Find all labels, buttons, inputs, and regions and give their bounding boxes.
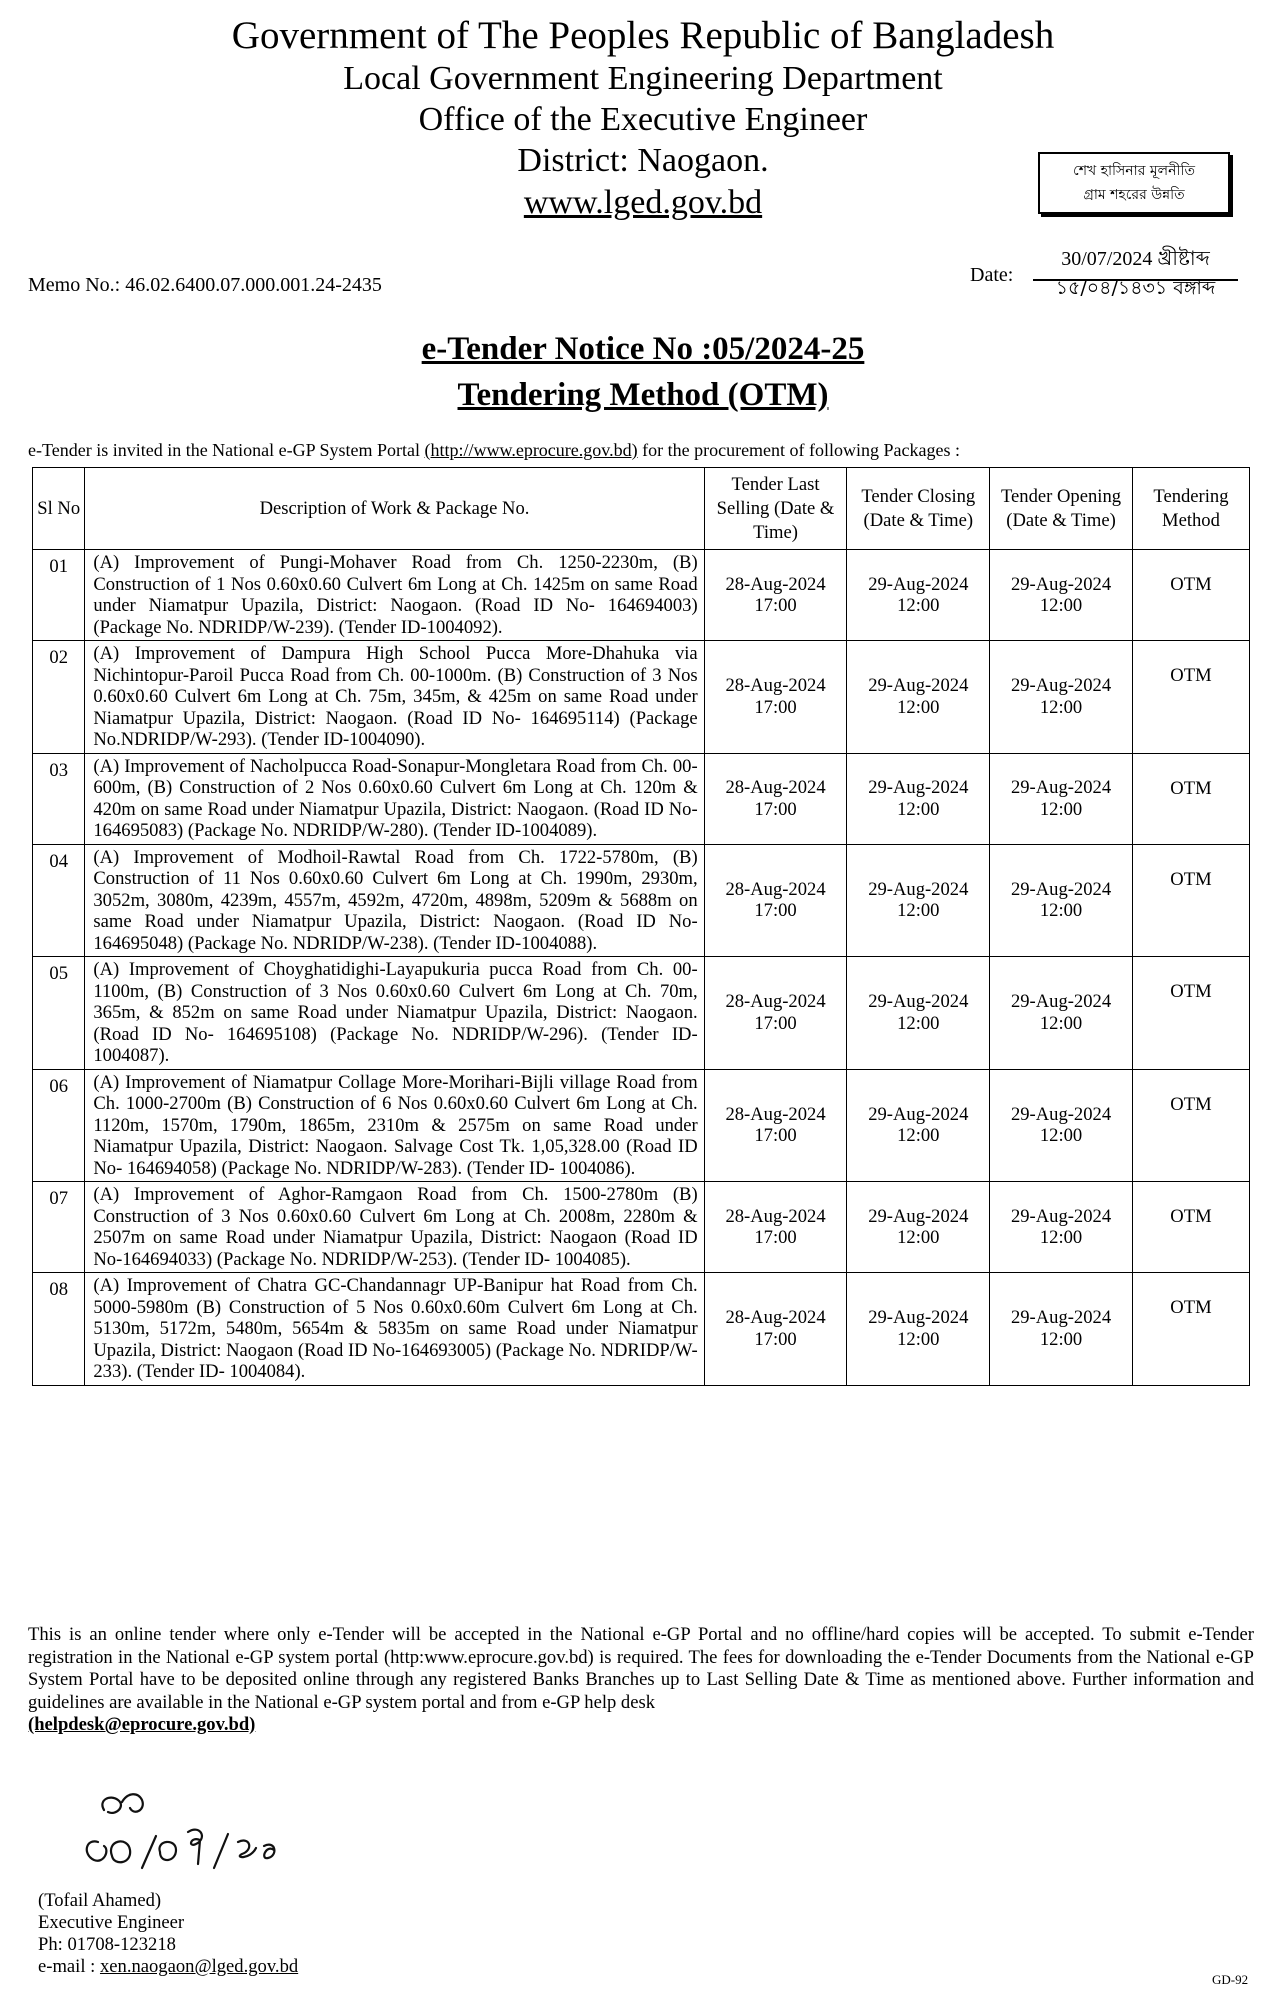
cell-selling-sell-date: 28-Aug-2024 [725,991,826,1013]
cell-selling-sell-date: 28-Aug-2024 [725,573,826,595]
cell-opening [990,957,1133,1070]
website-link[interactable]: www.lged.gov.bd [523,184,763,221]
cell-opening [990,753,1133,844]
cell-selling-sell-date: 28-Aug-2024 [725,1103,826,1125]
date-gregorian: 30/07/2024 খ্রীষ্টাব্দ [1033,244,1238,281]
cell-method [1132,1182,1249,1273]
cell-closing-close-date: 29-Aug-2024 [868,777,969,798]
cell-selling [704,550,847,641]
cell-opening-open-time: 12:00 [1039,1125,1083,1147]
cell-method-method: OTM [1170,1206,1212,1227]
cell-closing [847,1182,990,1273]
cell-opening-open-date: 29-Aug-2024 [1010,1205,1112,1227]
cell-selling-sell-time: 17:00 [754,1328,797,1350]
table-row [33,844,1250,957]
cell-method-method: OTM [1170,665,1212,686]
closing-paragraph [28,1624,1254,1737]
cell-description-desc: (A) Improvement of Choyghatidighi-Layapukuria pucca Road from Ch. 00-1100m, (B) Construction of 3 Nos 0.60x0.60 Culvert 6m Long at Ch. 70m, 365m, & 852m on same Road under Niamatpur Upazila, District: Naogaon. (Road ID No- 164695108) (Package No. NDRIDP/W-296). (Tender ID- 1004087). [93,959,698,1066]
table-row [33,1273,1250,1386]
cell-method-method: OTM [1170,1093,1212,1115]
cell-selling-sell-time: 17:00 [754,696,797,718]
form-code: GD-92 [1212,1972,1249,1987]
department-name: Local Government Engineering Department [343,60,943,97]
cell-method-method: OTM [1170,777,1212,799]
cell-description-desc: (A) Improvement of Chatra GC-Chandannagr UP-Banipur hat Road from Ch. 5000-5980m (B) Construction of 5 Nos 0.60x0.60m Culvert 6m Long at Ch. 5130m, 5172m, 5480m, 5654m & 5835m on same Road under Niamatpur Upazila, District: Naogaon (Road ID No-164693005) (Package No. NDRIDP/W-233). (Tender ID- 1004084). [93,1275,698,1382]
district-name: District: Naogaon. [517,142,769,179]
cell-sl-sl: 06 [49,1075,68,1097]
cell-opening-open-time: 12:00 [1039,900,1083,922]
cell-selling-sell-time: 17:00 [754,1125,797,1147]
cell-selling [704,844,847,957]
intro-before: e-Tender is invited in the National e-GP System Portal [28,440,425,460]
officer-email[interactable]: xen.naogaon@lged.gov.bd [99,1956,299,1977]
cell-closing [847,1069,990,1182]
cell-selling [704,957,847,1070]
cell-method [1132,1273,1249,1386]
cell-description-desc: (A) Improvement of Pungi-Mohaver Road from Ch. 1250-2230m, (B) Construction of 1 Nos 0.60x0.60 Culvert 6m Long at Ch. 1425m on same Road under Niamatpur Upazila, District: Naogaon. (Road ID No- 164694003) (Package No. NDRIDP/W-239). (Tender ID-1004092). [93,552,698,638]
notice-number: e-Tender Notice No :05/2024-25 [421,331,865,367]
cell-selling [704,753,847,844]
cell-closing-close-date: 29-Aug-2024 [868,1103,969,1125]
cell-closing-close-date: 29-Aug-2024 [868,991,969,1013]
cell-opening-open-date: 29-Aug-2024 [1010,777,1112,798]
cell-method-method: OTM [1170,981,1212,1002]
date-block [970,244,1250,299]
cell-closing-close-date: 29-Aug-2024 [868,1307,969,1329]
slogan-box [1038,152,1230,214]
cell-closing-close-date: 29-Aug-2024 [868,878,969,900]
cell-selling-sell-time: 17:00 [754,1227,797,1248]
officer-phone: Ph: 01708-123218 [38,1934,176,1955]
slogan-line-1: শেখ হাসিনার মূলনীতি [1073,163,1195,179]
cell-description [85,844,704,957]
cell-opening-open-date: 29-Aug-2024 [1010,675,1112,697]
cell-sl-sl: 08 [49,1279,68,1300]
cell-closing-close-time: 12:00 [897,1125,940,1147]
cell-selling-sell-time: 17:00 [754,1012,797,1034]
cell-description-desc: (A) Improvement of Nacholpucca Road-Sonapur-Mongletara Road from Ch. 00-600m, (B) Construction of 2 Nos 0.60x0.60 Culvert 6m Long at Ch. 120m & 420m on same Road under Niamatpur Upazila, District: Naogaon. (Road ID No- 164695083) (Package No. NDRIDP/W-280). (Tender ID-1004089). [93,755,698,841]
table-row [33,550,1250,641]
cell-closing-close-time: 12:00 [897,1227,940,1248]
intro-text [28,440,960,461]
helpdesk-email[interactable]: (helpdesk@eprocure.gov.bd) [28,1714,256,1735]
cell-selling [704,1182,847,1273]
table-header-row [33,468,1250,550]
cell-selling-sell-time: 17:00 [754,900,797,922]
cell-opening-open-date: 29-Aug-2024 [1010,878,1112,900]
cell-opening [990,1273,1133,1386]
cell-description-desc: (A) Improvement of Aghor-Ramgaon Road from Ch. 1500-2780m (B) Construction of 3 Nos 0.60x0.60 Culvert 6m Long at Ch. 2008m, 2280m & 2507m on same Road under Niamatpur Upazila, District: Naogaon (Road ID No-164694033) (Package No. NDRIDP/W-253). (Tender ID- 1004085). [93,1184,698,1270]
cell-description [85,641,704,754]
cell-description [85,550,704,641]
date-bangla: ১৫/০৪/১৪৩১ বঙ্গাব্দ [1055,277,1216,299]
cell-opening-open-date: 29-Aug-2024 [1010,1103,1112,1125]
cell-sl-sl: 01 [49,556,68,577]
cell-sl [33,1273,85,1386]
cell-closing [847,844,990,957]
header-selling: Tender Last Selling (Date & Time) [704,468,847,550]
cell-opening-open-time: 12:00 [1039,1012,1083,1034]
cell-description [85,1182,704,1273]
closing-text: This is an online tender where only e-Tender will be accepted in the National e-GP Portal and no offline/hard copies will be accepted. To submit e-Tender registration in the National e-GP system portal (http:www.eprocure.gov.bd) is required. The fees for downloading the e-Tender Documents from the National e-GP System Portal have to be deposited online through any registered Banks Branches up to Last Selling Date & Time as mentioned above. Further information and guidelines are available in the National e-GP system portal and from e-GP help desk [28,1624,1254,1713]
cell-opening-open-date: 29-Aug-2024 [1010,991,1112,1013]
officer-email-line [38,1956,298,1978]
table-row [33,641,1250,754]
cell-opening-open-time: 12:00 [1039,1227,1083,1248]
officer-name: (Tofail Ahamed) [38,1890,162,1911]
cell-description [85,753,704,844]
cell-closing-close-time: 12:00 [897,900,940,922]
govt-title: Government of The Peoples Republic of Bangladesh [231,14,1055,57]
cell-closing [847,550,990,641]
cell-opening [990,1069,1133,1182]
signoff-block [38,1890,298,1978]
cell-closing [847,957,990,1070]
cell-opening [990,1182,1133,1273]
cell-sl [33,1182,85,1273]
officer-designation: Executive Engineer [38,1912,185,1933]
cell-selling-sell-date: 28-Aug-2024 [725,878,826,900]
cell-opening-open-time: 12:00 [1039,1328,1083,1350]
cell-selling-sell-date: 28-Aug-2024 [725,675,826,697]
notice-title [0,326,1286,418]
email-label: e-mail : [38,1956,100,1977]
intro-after: for the procurement of following Packages : [637,440,961,460]
cell-sl-sl: 04 [49,850,68,872]
table-row [33,957,1250,1070]
cell-opening [990,641,1133,754]
cell-selling-sell-date: 28-Aug-2024 [725,1205,826,1227]
eprocure-link[interactable]: (http://www.eprocure.gov.bd) [424,440,638,460]
cell-closing-close-time: 12:00 [897,1012,940,1034]
header-closing: Tender Closing (Date & Time) [847,468,990,550]
cell-sl-sl: 05 [49,963,68,984]
cell-method [1132,641,1249,754]
cell-description [85,957,704,1070]
cell-opening [990,550,1133,641]
cell-selling-sell-date: 28-Aug-2024 [725,777,826,798]
cell-method [1132,1069,1249,1182]
cell-method-method: OTM [1170,1297,1212,1318]
cell-sl [33,550,85,641]
cell-selling [704,1069,847,1182]
cell-description [85,1069,704,1182]
table-row [33,1069,1250,1182]
cell-sl [33,844,85,957]
cell-closing-close-time: 12:00 [897,696,940,718]
cell-opening-open-time: 12:00 [1039,595,1083,616]
cell-closing [847,641,990,754]
cell-opening-open-time: 12:00 [1039,798,1083,820]
cell-method [1132,957,1249,1070]
cell-opening-open-time: 12:00 [1039,696,1083,718]
cell-description [85,1273,704,1386]
cell-selling [704,641,847,754]
cell-sl [33,1069,85,1182]
cell-description-desc: (A) Improvement of Dampura High School Pucca More-Dhahuka via Nichintopur-Paroil Pucca Road from Ch. 00-1000m. (B) Construction of 3 Nos 0.60x0.60 Culvert 6m Long at Ch. 75m, 345m, & 425m on same Road under Niamatpur Upazila, District: Naogaon. (Road ID No- 164695114) (Package No.NDRIDP/W-293). (Tender ID-1004090). [93,643,698,750]
office-name: Office of the Executive Engineer [418,101,868,138]
cell-sl [33,753,85,844]
cell-selling [704,1273,847,1386]
cell-sl-sl: 07 [49,1188,68,1209]
cell-sl [33,957,85,1070]
header-description: Description of Work & Package No. [85,468,704,550]
cell-closing-close-date: 29-Aug-2024 [868,573,969,595]
memo-number: Memo No.: 46.02.6400.07.000.001.24-2435 [28,274,382,296]
cell-closing [847,1273,990,1386]
header-opening: Tender Opening (Date & Time) [990,468,1133,550]
header-sl: Sl No [33,468,85,550]
cell-closing-close-time: 12:00 [897,798,940,820]
cell-method [1132,753,1249,844]
cell-sl-sl: 02 [49,647,68,668]
cell-opening-open-date: 29-Aug-2024 [1010,1307,1112,1329]
cell-selling-sell-time: 17:00 [754,798,797,820]
cell-opening-open-date: 29-Aug-2024 [1010,573,1112,595]
cell-method [1132,550,1249,641]
cell-sl [33,641,85,754]
cell-selling-sell-time: 17:00 [754,595,797,616]
tender-rows [33,550,1250,1386]
cell-method-method: OTM [1170,868,1212,890]
cell-method [1132,844,1249,957]
cell-closing-close-date: 29-Aug-2024 [868,1205,969,1227]
tender-table [32,467,1250,1386]
cell-description-desc: (A) Improvement of Niamatpur Collage More-Morihari-Bijli village Road from Ch. 1000-2700m (B) Construction of 6 Nos 0.60x0.60 Culvert 6m Long at Ch. 1120m, 1570m, 1790m, 1865m, 2310m & 2575m on same Road under Niamatpur Upazila, District: Naogaon. Salvage Cost Tk. 1,05,328.00 (Road ID No- 164694058) (Package No. NDRIDP/W-283). (Tender ID- 1004086). [93,1071,698,1179]
table-row [33,1182,1250,1273]
cell-opening [990,844,1133,957]
cell-description-desc: (A) Improvement of Modhoil-Rawtal Road from Ch. 1722-5780m, (B) Construction of 11 Nos 0.60x0.60 Culvert 6m Long at Ch. 1990m, 2930m, 3052m, 3080m, 4239m, 4557m, 4592m, 4720m, 4898m, 5209m & 5688m on same Road under Niamatpur Upazila, District: Naogaon. (Road ID No- 164695048) (Package No. NDRIDP/W-238). (Tender ID-1004088). [93,846,698,954]
cell-closing-close-date: 29-Aug-2024 [868,675,969,697]
cell-sl-sl: 03 [49,759,68,781]
handwritten-signature [38,1780,338,1890]
cell-selling-sell-date: 28-Aug-2024 [725,1307,826,1329]
cell-closing-close-time: 12:00 [897,1328,940,1350]
cell-closing-close-time: 12:00 [897,595,940,616]
header-method: Tendering Method [1132,468,1249,550]
cell-method-method: OTM [1170,574,1212,595]
table-row [33,753,1250,844]
date-label: Date: [970,264,1014,286]
tendering-method-title: Tendering Method (OTM) [457,377,829,413]
slogan-line-2: গ্রাম শহরের উন্নতি [1083,187,1185,203]
cell-closing [847,753,990,844]
